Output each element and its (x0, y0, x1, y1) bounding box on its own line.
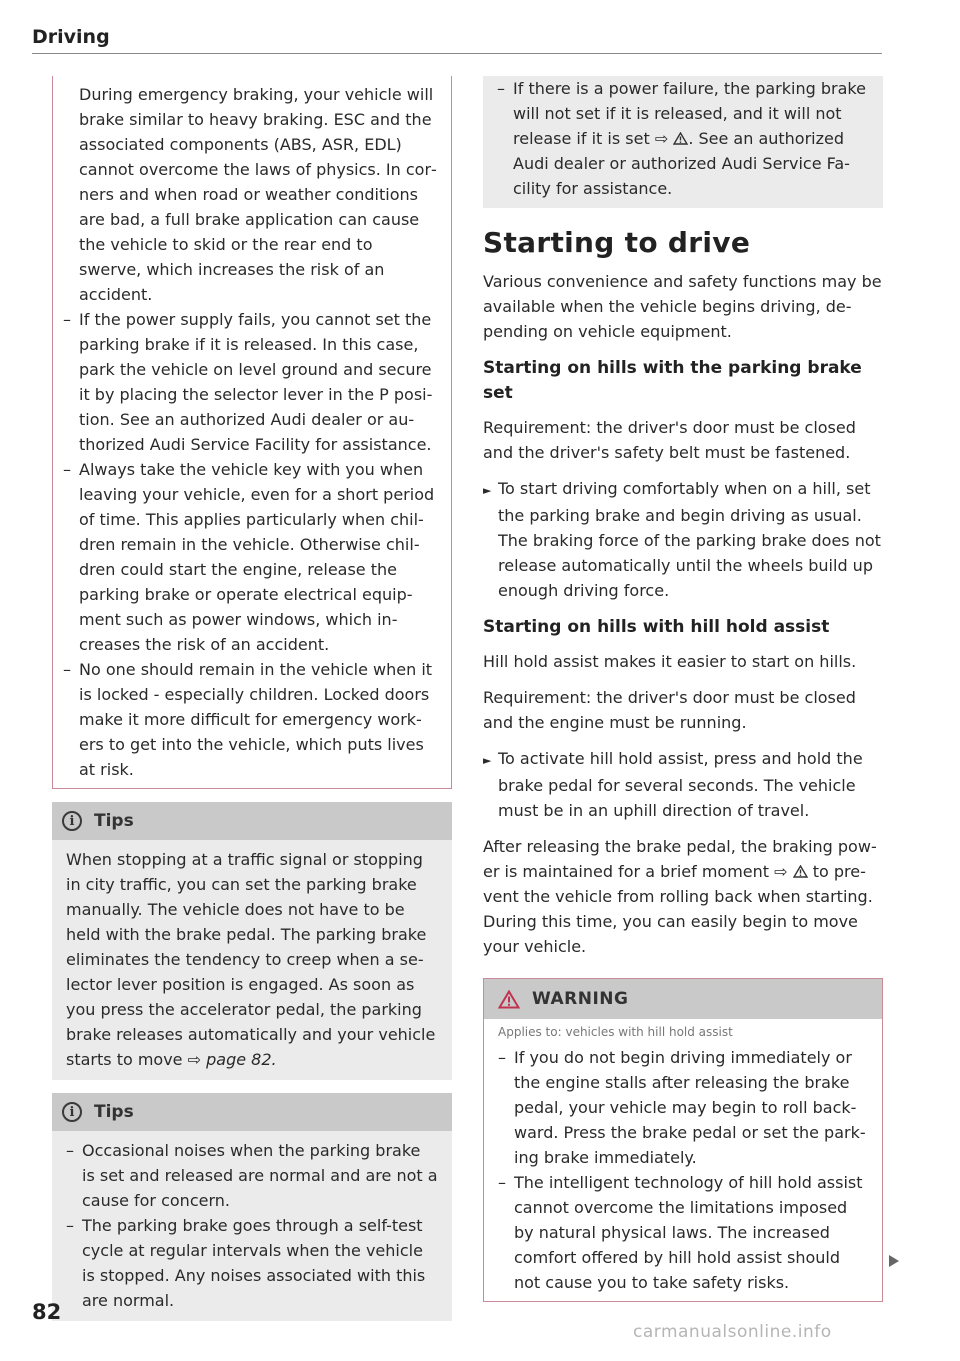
watermark: carmanualsonline.info (633, 1322, 832, 1342)
warning-continuation-item (63, 657, 437, 782)
tips-heading (52, 802, 452, 840)
warning-text: The intelligent technology of hill hold assist cannot overcome the limitations imposed by natural physical laws. The increased comfort offered by hill hold assist should not cause you to take safety risks. (514, 1173, 863, 1292)
reference-arrow-link[interactable]: ⇨ (654, 129, 669, 148)
tips-text: When stopping at a traffic signal or stopping in city traffic, you can set the parking brake manually. The vehicle does not have to be held with the brake pedal. The parking brake eliminates the tendency to creep when a selector lever position is engaged. As soon as you press the accelerator pedal, the parking brake releases automatically and your vehicle starts to move (66, 850, 436, 1069)
dash-marker: – (63, 310, 71, 329)
step-marker-icon: ► (483, 754, 492, 767)
subsection-title: Starting on hills with hill hold assist (483, 617, 830, 637)
tips-body (52, 840, 452, 1080)
tips-heading (52, 1093, 452, 1131)
section-title: Starting to drive (483, 226, 751, 259)
step-text: To activate hill hold assist, press and hold the brake pedal for several seconds. The vehicle must be in an uphill direction of travel. (498, 749, 863, 820)
after-release-paragraph (483, 834, 883, 959)
requirement-paragraph: Requirement: the driver's door must be closed and the engine must be running. (483, 688, 856, 732)
dash-marker: – (498, 1048, 506, 1067)
box-text: If there is a power failure, the parking brake will not set if it is released, and it will not release if it is set (513, 79, 866, 148)
info-icon: i (62, 1102, 82, 1122)
tips-heading-label: Tips (94, 1101, 134, 1122)
tips-text: Occasional noises when the parking brake is set and released are normal and are not a cause for concern. (82, 1141, 438, 1210)
dash-marker: – (497, 79, 505, 98)
continue-arrow-icon (889, 1255, 899, 1267)
warning-triangle-icon (673, 132, 688, 145)
tips-list-item (66, 1213, 438, 1313)
warning-continuation-box (52, 76, 452, 789)
dash-marker: – (66, 1141, 74, 1160)
page-header-title: Driving (32, 26, 110, 48)
reference-arrow-link[interactable]: ⇨ (774, 862, 788, 881)
instruction-step (483, 476, 883, 603)
box-list-item (497, 76, 869, 201)
warning-text: If you do not begin driving immediately or the engine stalls after releasing the brake pedal, your vehicle may begin to roll backward. Press the brake pedal or set the parking brake immediately. (514, 1048, 866, 1167)
warning-list-item (498, 1170, 868, 1295)
warning-applies-to: Applies to: vehicles with hill hold assist (498, 1025, 733, 1039)
tips-text: The parking brake goes through a self-test cycle at regular intervals when the vehicle is stopped. Any noises associated with this are normal. (82, 1216, 426, 1310)
warning-text: During emergency braking, your vehicle will brake similar to heavy braking. ESC and the associated components (ABS, ASR, EDL) cannot overcome the laws of physics. In corners and when road or weather conditions are bad, a full brake application can cause the vehicle to skid or the rear end to swerve, which increases the risk of an accident. (79, 85, 437, 304)
right-column (483, 76, 883, 1302)
step-marker-icon: ► (483, 484, 492, 497)
warning-text: If the power supply fails, you cannot set the parking brake if it is released. In this case, park the vehicle on level ground and secure it by placing the selector lever in the P position. See an authorized Audi dealer or authorized Audi Service Facility for assistance. (79, 310, 433, 454)
warning-heading (484, 979, 882, 1019)
tips-heading-label: Tips (94, 810, 134, 831)
warning-continuation-item (63, 82, 437, 307)
warning-list-item (498, 1045, 868, 1170)
warning-continuation-grey-box (483, 76, 883, 208)
warning-continuation-item (63, 307, 437, 457)
warning-box (483, 978, 883, 1302)
dash-marker: – (66, 1216, 74, 1235)
page-reference-link[interactable]: ⇨ page 82. (187, 1050, 277, 1069)
tips-body (52, 1131, 452, 1321)
warning-continuation-item (63, 457, 437, 657)
subsection-title: Starting on hills with the parking brake set (483, 358, 862, 403)
paragraph-text: to prevent the vehicle from rolling back when starting. During this time, you can easily begin to move your vehicle. (483, 862, 873, 956)
requirement-paragraph: Requirement: the driver's door must be closed and the driver's safety belt must be fastened. (483, 418, 856, 462)
box-text: . See an authorized Audi dealer or authorized Audi Service Facility for assistance. (513, 129, 850, 198)
warning-body (484, 1043, 882, 1301)
tips-list-item (66, 1138, 438, 1213)
dash-marker: – (63, 460, 71, 479)
dash-marker: – (63, 660, 71, 679)
step-text: To start driving comfortably when on a hill, set the parking brake and begin driving as usual. The braking force of the parking brake does not release automatically until the wheels build up enough driving force. (498, 479, 881, 600)
left-column (52, 76, 452, 1321)
warning-triangle-icon (498, 990, 520, 1009)
paragraph-text: After releasing the brake pedal, the braking power is maintained for a brief moment (483, 837, 877, 881)
instruction-step (483, 746, 883, 823)
tips-paragraph (66, 847, 438, 1072)
header-rule (32, 53, 882, 54)
intro-paragraph: Various convenience and safety functions may be available when the vehicle begins driving, depending on vehicle equipment. (483, 272, 882, 341)
warning-heading-label: WARNING (532, 988, 629, 1009)
page-number: 82 (32, 1300, 62, 1324)
intro-paragraph: Hill hold assist makes it easier to start on hills. (483, 652, 857, 671)
warning-triangle-icon (793, 865, 808, 878)
info-icon: i (62, 811, 82, 831)
warning-text: No one should remain in the vehicle when it is locked - especially children. Locked doors make it more difficult for emergency workers to get into the vehicle, which puts lives at risk. (79, 660, 433, 779)
warning-text: Always take the vehicle key with you when leaving your vehicle, even for a short period of time. This applies particularly when children remain in the vehicle. Otherwise children could start the engine, release the parking brake or operate electrical equipment such as power windows, which increases the risk of an accident. (79, 460, 435, 654)
dash-marker: – (498, 1173, 506, 1192)
